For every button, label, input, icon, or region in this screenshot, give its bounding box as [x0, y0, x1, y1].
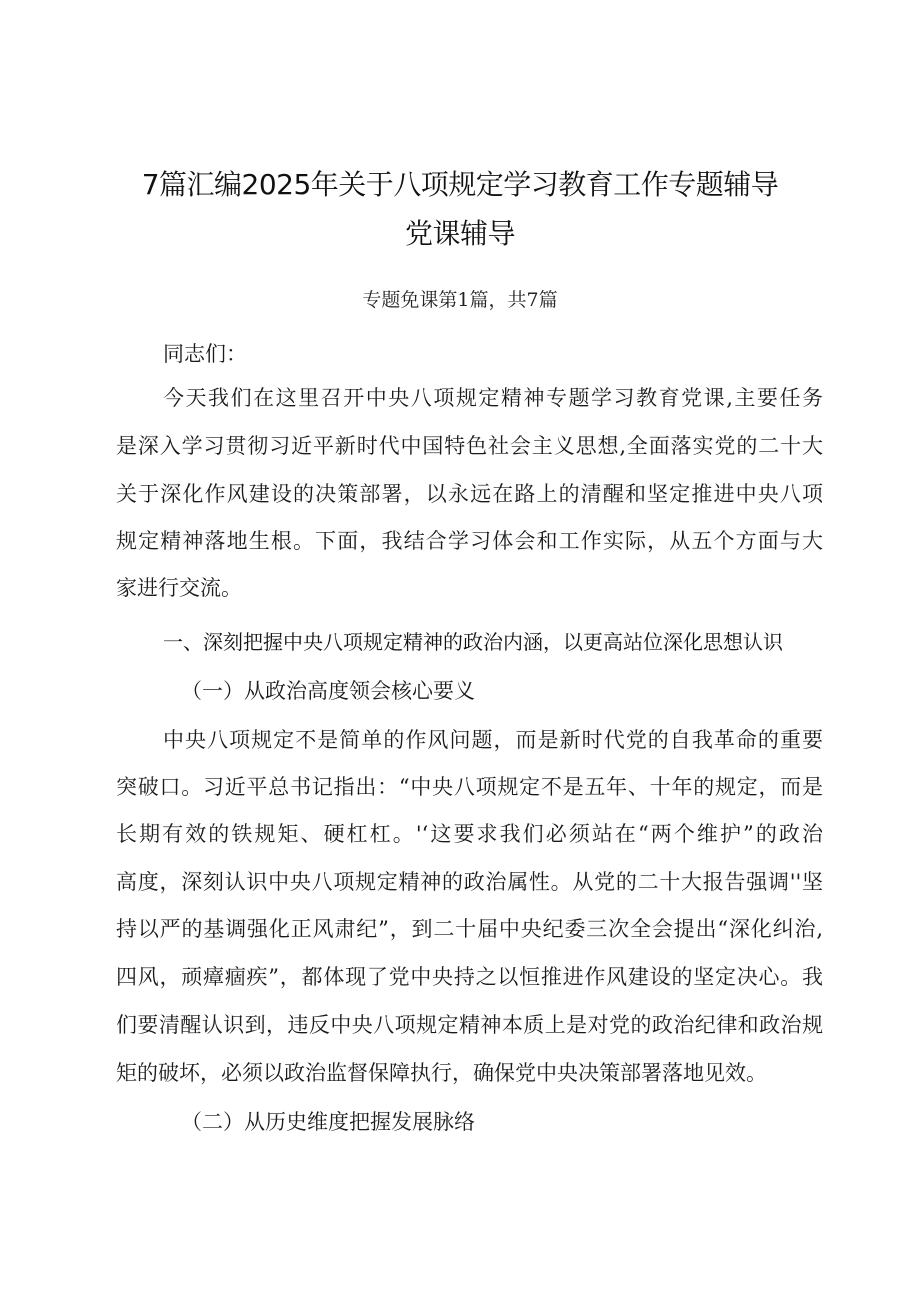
body-line: 中央八项规定不是简单的作风问题，而是新时代党的自我革命的重要 — [163, 728, 823, 752]
intro-line: 规定精神落地生根。下面，我结合学习体会和工作实际，从五个方面与大 — [116, 529, 823, 553]
subsection-heading: （一）从政治高度领会核心要义 — [181, 679, 475, 703]
intro-line: 家进行交流。 — [116, 576, 242, 600]
section-heading: 一、深刻把握中央八项规定精神的政治内涵，以更高站位深化思想认识 — [163, 630, 783, 654]
document-title-line2: 党课辅导 — [404, 217, 515, 250]
body-line: 突破口。习近平总书记指出：“中央八项规定不是五年、十年的规定，而是 — [116, 775, 823, 799]
body-line: 四风，顽瘴痼疾”，都体现了党中央持之以恒推进作风建设的坚定决心。我 — [116, 965, 823, 989]
intro-line: 今天我们在这里召开中央八项规定精神专题学习教育党课,主要任务 — [163, 386, 823, 410]
document-title-line1: 7篇汇编2025年关于八项规定学习教育工作专题辅导 — [141, 168, 779, 201]
document-subtitle: 专题免课第1篇，共7篇 — [362, 289, 558, 311]
body-line: 们要清醒认识到，违反中央八项规定精神本质上是对党的政治纪律和政治规 — [116, 1013, 823, 1037]
body-line: 持以严的基调强化正风肃纪”，到二十届中央纪委三次全会提出“深化纠治, — [116, 917, 823, 941]
intro-line: 关于深化作风建设的决策部署，以永远在路上的清醒和坚定推进中央八项 — [116, 482, 823, 506]
body-line: 长期有效的铁规矩、硬杠杠。'‘这要求我们必须站在“两个维护”的政治 — [116, 822, 823, 846]
subsection-heading: （二）从历史维度把握发展脉络 — [181, 1110, 475, 1134]
salutation: 同志们： — [163, 342, 247, 366]
body-line: 矩的破坏，必须以政治监督保障执行，确保党中央决策部署落地见效。 — [116, 1061, 767, 1085]
intro-line: 是深入学习贯彻习近平新时代中国特色社会主义思想,全面落实党的二十大 — [116, 434, 823, 458]
body-line: 高度，深刻认识中央八项规定精神的政治属性。从党的二十大报告强调''坚 — [116, 870, 823, 894]
